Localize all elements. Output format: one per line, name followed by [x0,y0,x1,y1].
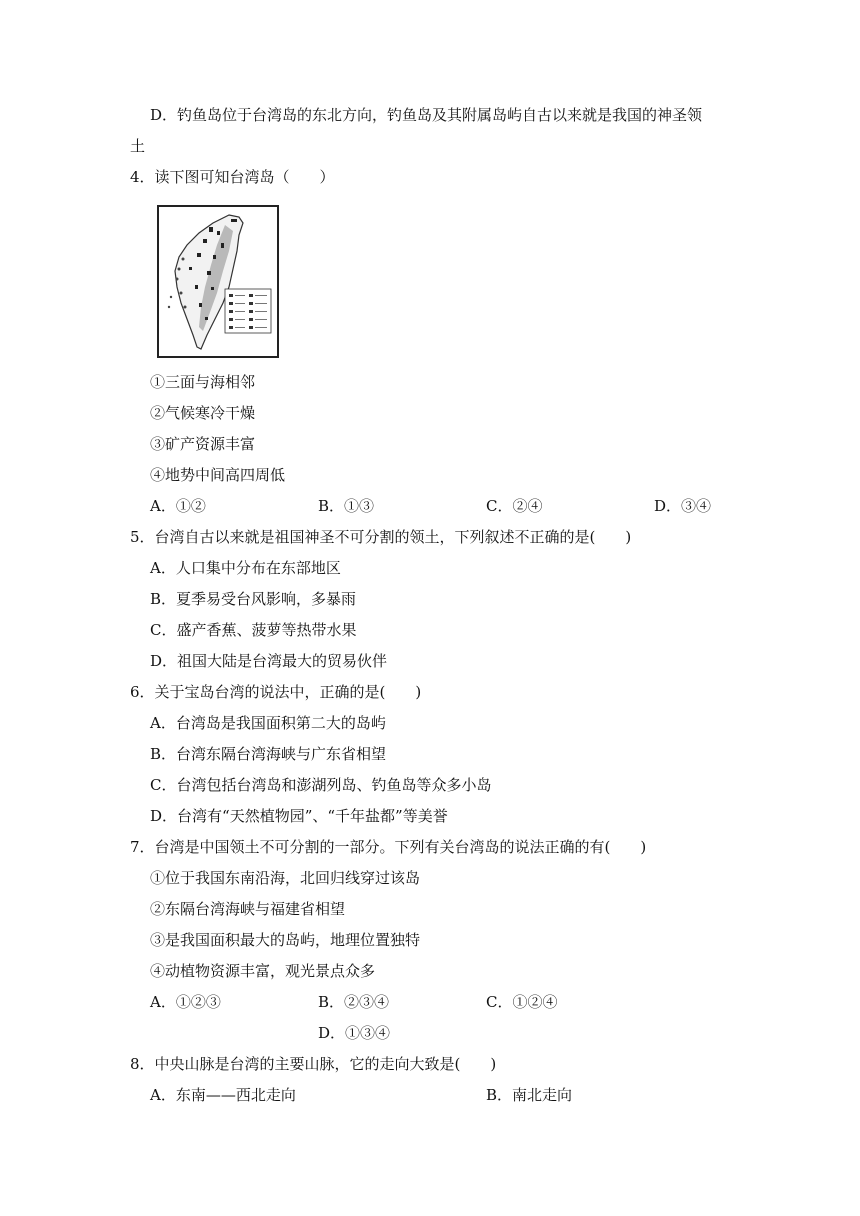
q5-option-c: C．盛产香蕉、菠萝等热带水果 [150,621,357,639]
q4-option-b: B．①③ [318,497,375,515]
taiwan-map-illustration [159,207,277,356]
q4-option-c: C．②④ [486,497,543,515]
q4-stem: 4．读下图可知台湾岛（ ） [130,168,335,186]
q7-option-c: C．①②④ [486,993,558,1011]
q6-option-a: A．台湾岛是我国面积第二大的岛屿 [150,714,386,732]
q7-option-b: B．②③④ [318,993,390,1011]
q7-option-a: A．①②③ [150,993,221,1011]
q8-option-b: B．南北走向 [486,1086,573,1104]
q6-stem: 6．关于宝岛台湾的说法中，正确的是( ) [130,683,422,701]
q7-statement-1: ①位于我国东南沿海，北回归线穿过该岛 [150,869,421,887]
taiwan-map-figure [157,205,279,358]
q5-option-d: D．祖国大陆是台湾最大的贸易伙伴 [150,652,388,670]
q8-option-a: A．东南——西北走向 [150,1086,296,1104]
q5-stem: 5．台湾自古以来就是祖国神圣不可分割的领土，下列叙述不正确的是( ) [130,528,632,546]
q3-option-d: D．钓鱼岛位于台湾岛的东北方向，钓鱼岛及其附属岛屿自古以来就是我国的神圣领 [150,106,703,124]
q4-statement-2: ②气候寒冷干燥 [150,404,256,422]
q7-statement-2: ②东隔台湾海峡与福建省相望 [150,900,346,918]
q3-option-d-continued: 土 [130,137,146,155]
q6-option-b: B．台湾东隔台湾海峡与广东省相望 [150,745,387,763]
q5-option-a: A．人口集中分布在东部地区 [150,559,341,577]
q4-option-d: D．③④ [654,497,712,515]
q7-statement-4: ④动植物资源丰富，观光景点众多 [150,962,376,980]
q8-stem: 8．中央山脉是台湾的主要山脉，它的走向大致是( ) [130,1055,497,1073]
q4-statement-3: ③矿产资源丰富 [150,435,256,453]
q7-stem: 7．台湾是中国领土不可分割的一部分。下列有关台湾岛的说法正确的有( ) [130,838,647,856]
q6-option-d: D．台湾有“天然植物园”、“千年盐都”等美誉 [150,807,448,825]
q4-option-a: A．①② [150,497,206,515]
q5-option-b: B．夏季易受台风影响，多暴雨 [150,590,357,608]
q6-option-c: C．台湾包括台湾岛和澎湖列岛、钓鱼岛等众多小岛 [150,776,492,794]
q4-statement-4: ④地势中间高四周低 [150,466,286,484]
q7-option-d: D．①③④ [318,1024,391,1042]
q7-statement-3: ③是我国面积最大的岛屿，地理位置独特 [150,931,421,949]
q4-statement-1: ①三面与海相邻 [150,373,256,391]
